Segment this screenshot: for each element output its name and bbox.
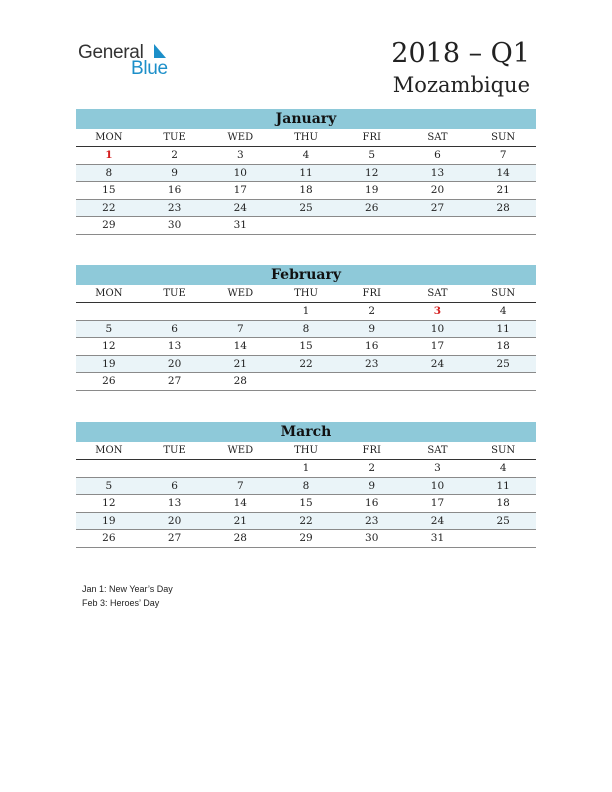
day-cell: 17 xyxy=(430,497,445,509)
day-cell: 15 xyxy=(102,184,116,196)
day-cell: 20 xyxy=(430,184,445,196)
day-cell: 21 xyxy=(233,357,247,370)
day-cell: 14 xyxy=(496,166,510,179)
day-cell: 28 xyxy=(496,201,510,214)
day-cell: 21 xyxy=(233,514,247,527)
week-row xyxy=(76,165,536,183)
day-cell: 1 xyxy=(302,305,310,317)
weekday-header-row xyxy=(76,285,536,303)
weekday-label: TUE xyxy=(163,132,186,143)
day-cell: 7 xyxy=(236,322,244,335)
empty-day-cell xyxy=(470,373,536,390)
day-cell: 15 xyxy=(299,340,313,352)
weekday-label: SAT xyxy=(427,132,448,143)
day-cell: 16 xyxy=(167,184,182,196)
week-row xyxy=(76,495,536,513)
empty-day-cell xyxy=(273,217,339,234)
day-cell: 13 xyxy=(167,340,182,352)
day-cell: 8 xyxy=(302,479,310,492)
weekday-label: MON xyxy=(95,132,123,143)
day-cell: 9 xyxy=(171,166,178,179)
day-cell: 8 xyxy=(105,166,113,179)
day-cell: 22 xyxy=(102,201,116,214)
day-cell: 13 xyxy=(167,497,182,509)
day-cell: 1 xyxy=(302,462,310,474)
day-cell: 7 xyxy=(499,149,507,161)
month-calendar-february xyxy=(76,265,536,391)
holiday-notes xyxy=(82,582,173,610)
day-cell: 24 xyxy=(430,357,445,370)
logo-word-blue: Blue xyxy=(131,58,168,79)
day-cell: 28 xyxy=(233,375,247,387)
month-header: February xyxy=(76,265,536,285)
month-calendar-march xyxy=(76,422,536,548)
day-cell: 19 xyxy=(365,184,379,196)
day-cell: 26 xyxy=(102,375,116,387)
weekday-label: FRI xyxy=(362,288,381,299)
day-cell: 14 xyxy=(233,340,247,352)
day-cell: 23 xyxy=(365,514,379,527)
week-row xyxy=(76,321,536,339)
day-cell: 19 xyxy=(102,357,116,370)
generalblue-logo xyxy=(78,42,178,82)
holiday-note: Jan 1: New Year’s Day xyxy=(82,584,173,594)
week-row xyxy=(76,147,536,165)
empty-day-cell xyxy=(470,530,536,547)
day-cell: 25 xyxy=(496,357,510,370)
weekday-label: SAT xyxy=(427,445,448,456)
day-cell: 25 xyxy=(496,514,510,527)
day-cell: 12 xyxy=(102,340,116,352)
week-row xyxy=(76,530,536,548)
day-cell: 17 xyxy=(430,340,445,352)
day-cell: 3 xyxy=(434,462,441,474)
day-cell: 11 xyxy=(299,166,313,179)
day-cell: 21 xyxy=(496,184,510,196)
day-cell: 4 xyxy=(499,462,507,474)
weekday-label: MON xyxy=(95,288,123,299)
day-cell: 27 xyxy=(167,532,182,544)
day-cell: 30 xyxy=(167,219,182,231)
day-cell: 2 xyxy=(171,149,178,161)
day-cell: 5 xyxy=(105,479,113,492)
day-cell: 6 xyxy=(434,149,441,161)
empty-day-cell xyxy=(405,373,471,390)
day-cell: 15 xyxy=(299,497,313,509)
country-name: Mozambique xyxy=(392,73,530,97)
day-cell: 10 xyxy=(430,479,445,492)
empty-day-cell xyxy=(207,303,273,320)
day-cell: 20 xyxy=(167,514,182,527)
day-cell: 3 xyxy=(236,149,244,161)
empty-day-cell xyxy=(142,303,208,320)
day-cell: 12 xyxy=(365,166,379,179)
day-cell: 3 xyxy=(433,305,442,317)
day-cell: 24 xyxy=(233,201,247,214)
weekday-label: MON xyxy=(95,445,123,456)
day-cell: 26 xyxy=(365,201,379,214)
day-cell: 16 xyxy=(365,340,379,352)
day-cell: 18 xyxy=(496,340,510,352)
day-cell: 31 xyxy=(430,532,445,544)
day-cell: 16 xyxy=(365,497,379,509)
day-cell: 26 xyxy=(102,532,116,544)
day-cell: 11 xyxy=(496,479,510,492)
week-row xyxy=(76,478,536,496)
week-row xyxy=(76,303,536,321)
weekday-label: SUN xyxy=(491,132,516,143)
day-cell: 9 xyxy=(368,479,376,492)
day-cell: 25 xyxy=(299,201,313,214)
weekday-header-row xyxy=(76,442,536,460)
weekday-label: SAT xyxy=(427,288,448,299)
day-cell: 4 xyxy=(499,305,507,317)
weekday-label: FRI xyxy=(362,132,381,143)
empty-day-cell xyxy=(470,217,536,234)
day-cell: 8 xyxy=(302,322,310,335)
weekday-label: WED xyxy=(227,288,254,299)
weekday-header-row xyxy=(76,129,536,147)
month-header: March xyxy=(76,422,536,442)
day-cell: 17 xyxy=(233,184,247,196)
day-cell: 2 xyxy=(368,305,376,317)
day-cell: 2 xyxy=(368,462,376,474)
day-cell: 7 xyxy=(236,479,244,492)
day-cell: 12 xyxy=(102,497,116,509)
day-cell: 6 xyxy=(171,479,178,492)
day-cell: 30 xyxy=(365,532,379,544)
weekday-label: THU xyxy=(294,445,318,456)
day-cell: 18 xyxy=(299,184,313,196)
weekday-label: TUE xyxy=(163,445,186,456)
weekday-label: TUE xyxy=(163,288,186,299)
month-calendar-january xyxy=(76,109,536,235)
day-cell: 11 xyxy=(496,322,510,335)
day-cell: 4 xyxy=(302,149,310,161)
day-cell: 22 xyxy=(299,514,313,527)
weekday-label: SUN xyxy=(491,445,516,456)
day-cell: 24 xyxy=(430,514,445,527)
logo-word-general: General xyxy=(78,42,144,63)
week-row xyxy=(76,182,536,200)
weekday-label: THU xyxy=(294,132,318,143)
day-cell: 20 xyxy=(167,357,182,370)
day-cell: 10 xyxy=(233,166,247,179)
day-cell: 31 xyxy=(233,219,247,231)
day-cell: 13 xyxy=(430,166,445,179)
week-row xyxy=(76,356,536,374)
weekday-label: WED xyxy=(227,132,254,143)
day-cell: 23 xyxy=(365,357,379,370)
day-cell: 9 xyxy=(368,322,376,335)
day-cell: 1 xyxy=(105,149,113,161)
day-cell: 5 xyxy=(368,149,376,161)
month-header: January xyxy=(76,109,536,129)
day-cell: 6 xyxy=(171,322,178,335)
day-cell: 27 xyxy=(430,201,445,214)
week-row xyxy=(76,460,536,478)
day-cell: 29 xyxy=(299,532,313,544)
empty-day-cell xyxy=(405,217,471,234)
day-cell: 23 xyxy=(167,201,182,214)
empty-day-cell xyxy=(273,373,339,390)
empty-day-cell xyxy=(339,217,405,234)
weekday-label: WED xyxy=(227,445,254,456)
day-cell: 14 xyxy=(233,497,247,509)
day-cell: 19 xyxy=(102,514,116,527)
week-row xyxy=(76,217,536,235)
day-cell: 29 xyxy=(102,219,116,231)
week-row xyxy=(76,200,536,218)
empty-day-cell xyxy=(339,373,405,390)
page-title: 2018 – Q1 xyxy=(391,38,530,69)
weekday-label: SUN xyxy=(491,288,516,299)
day-cell: 22 xyxy=(299,357,313,370)
day-cell: 28 xyxy=(233,532,247,544)
day-cell: 18 xyxy=(496,497,510,509)
empty-day-cell xyxy=(76,303,142,320)
holiday-note: Feb 3: Heroes’ Day xyxy=(82,598,160,608)
empty-day-cell xyxy=(207,460,273,477)
weekday-label: FRI xyxy=(362,445,381,456)
empty-day-cell xyxy=(142,460,208,477)
week-row xyxy=(76,373,536,391)
weekday-label: THU xyxy=(294,288,318,299)
day-cell: 5 xyxy=(105,322,113,335)
empty-day-cell xyxy=(76,460,142,477)
day-cell: 27 xyxy=(167,375,182,387)
day-cell: 10 xyxy=(430,322,445,335)
week-row xyxy=(76,513,536,531)
week-row xyxy=(76,338,536,356)
